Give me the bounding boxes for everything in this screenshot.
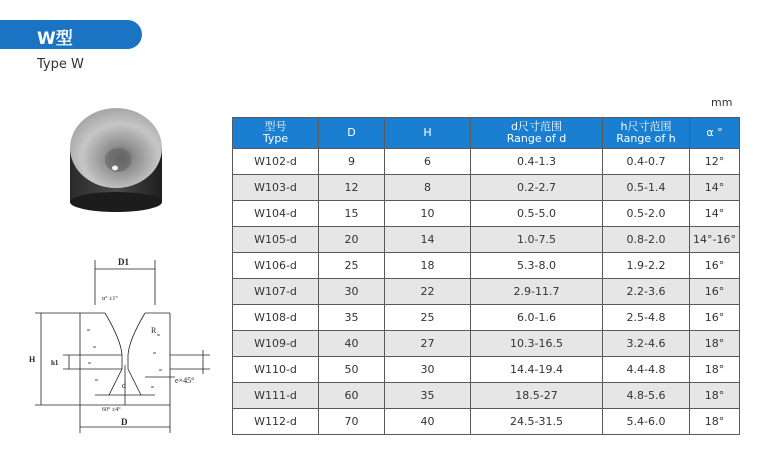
cell-range-d: 1.0-7.5 <box>471 227 603 253</box>
cell-d: 40 <box>319 331 385 357</box>
alpha-label: α° ±1° <box>102 296 118 302</box>
cell-type: W105-d <box>233 227 319 253</box>
cell-d: 35 <box>319 305 385 331</box>
cell-range-d: 10.3-16.5 <box>471 331 603 357</box>
d-label: D <box>121 417 128 427</box>
cell-alpha: 18° <box>690 331 740 357</box>
cell-d: 70 <box>319 409 385 435</box>
cell-range-h: 4.8-5.6 <box>603 383 690 409</box>
cell-alpha: 16° <box>690 305 740 331</box>
table-row <box>233 331 740 357</box>
cell-range-h: 0.4-0.7 <box>603 149 690 175</box>
cell-h: 25 <box>385 305 471 331</box>
cell-d: 9 <box>319 149 385 175</box>
type-tag <box>0 20 142 49</box>
cell-range-h: 0.5-2.0 <box>603 201 690 227</box>
cell-range-d: 0.2-2.7 <box>471 175 603 201</box>
table-row <box>233 201 740 227</box>
cell-h: 18 <box>385 253 471 279</box>
cell-h: 14 <box>385 227 471 253</box>
cell-alpha: 18° <box>690 383 740 409</box>
cell-type: W108-d <box>233 305 319 331</box>
header-h: H <box>385 118 471 149</box>
h-label: H <box>29 355 36 364</box>
chamfer-label: e×45° <box>175 376 195 385</box>
cell-alpha: 14° <box>690 175 740 201</box>
cell-alpha: 16° <box>690 279 740 305</box>
cell-range-h: 5.4-6.0 <box>603 409 690 435</box>
cell-d: 60 <box>319 383 385 409</box>
cell-h: 27 <box>385 331 471 357</box>
cell-d: 30 <box>319 279 385 305</box>
cell-d: 15 <box>319 201 385 227</box>
table-row <box>233 227 740 253</box>
cell-range-h: 1.9-2.2 <box>603 253 690 279</box>
cell-h: 10 <box>385 201 471 227</box>
cell-h: 40 <box>385 409 471 435</box>
cell-range-h: 3.2-4.6 <box>603 331 690 357</box>
cell-range-d: 0.4-1.3 <box>471 149 603 175</box>
cell-type: W109-d <box>233 331 319 357</box>
cell-type: W107-d <box>233 279 319 305</box>
d1-label: D1 <box>118 257 129 267</box>
header-range-d: d尺寸范围 Range of d <box>471 118 603 149</box>
cell-type: W103-d <box>233 175 319 201</box>
cell-type: W106-d <box>233 253 319 279</box>
cell-range-h: 2.2-3.6 <box>603 279 690 305</box>
cell-type: W112-d <box>233 409 319 435</box>
cell-type: W102-d <box>233 149 319 175</box>
small-d-label: d <box>122 381 126 390</box>
cell-d: 50 <box>319 357 385 383</box>
angle-label: 60° ±4° <box>102 407 121 413</box>
header-range-h: h尺寸范围 Range of h <box>603 118 690 149</box>
cell-type: W111-d <box>233 383 319 409</box>
cell-range-h: 0.5-1.4 <box>603 175 690 201</box>
cell-alpha: 18° <box>690 357 740 383</box>
table-row <box>233 253 740 279</box>
die-product-image <box>66 98 166 218</box>
header-d: D <box>319 118 385 149</box>
table-row <box>233 149 740 175</box>
table-header-row <box>233 118 740 149</box>
table-row <box>233 357 740 383</box>
h1-label: h1 <box>51 359 59 367</box>
cell-alpha: 14° <box>690 201 740 227</box>
header-type: 型号 Type <box>233 118 319 149</box>
r-label: R <box>151 326 157 335</box>
cell-range-d: 24.5-31.5 <box>471 409 603 435</box>
cell-alpha: 12° <box>690 149 740 175</box>
cell-d: 20 <box>319 227 385 253</box>
unit-label: mm <box>711 96 733 109</box>
cell-range-h: 0.8-2.0 <box>603 227 690 253</box>
cell-range-d: 2.9-11.7 <box>471 279 603 305</box>
table-row <box>233 175 740 201</box>
cell-h: 30 <box>385 357 471 383</box>
type-subtitle: Type W <box>37 57 84 72</box>
cell-d: 12 <box>319 175 385 201</box>
table-row <box>233 409 740 435</box>
table-row <box>233 279 740 305</box>
cell-type: W104-d <box>233 201 319 227</box>
cell-h: 22 <box>385 279 471 305</box>
cell-range-h: 2.5-4.8 <box>603 305 690 331</box>
die-cross-section-drawing <box>25 255 225 440</box>
type-tag-label: W型 <box>37 29 73 49</box>
table-row <box>233 305 740 331</box>
cell-type: W110-d <box>233 357 319 383</box>
cell-d: 25 <box>319 253 385 279</box>
header-alpha: α ° <box>690 118 740 149</box>
cell-range-d: 0.5-5.0 <box>471 201 603 227</box>
cell-alpha: 14°-16° <box>690 227 740 253</box>
cell-range-d: 14.4-19.4 <box>471 357 603 383</box>
cell-range-d: 18.5-27 <box>471 383 603 409</box>
specification-table <box>232 117 740 435</box>
cell-alpha: 16° <box>690 253 740 279</box>
cell-h: 35 <box>385 383 471 409</box>
cell-h: 8 <box>385 175 471 201</box>
cell-h: 6 <box>385 149 471 175</box>
cell-alpha: 18° <box>690 409 740 435</box>
cell-range-d: 5.3-8.0 <box>471 253 603 279</box>
cell-range-d: 6.0-1.6 <box>471 305 603 331</box>
cell-range-h: 4.4-4.8 <box>603 357 690 383</box>
table-row <box>233 383 740 409</box>
